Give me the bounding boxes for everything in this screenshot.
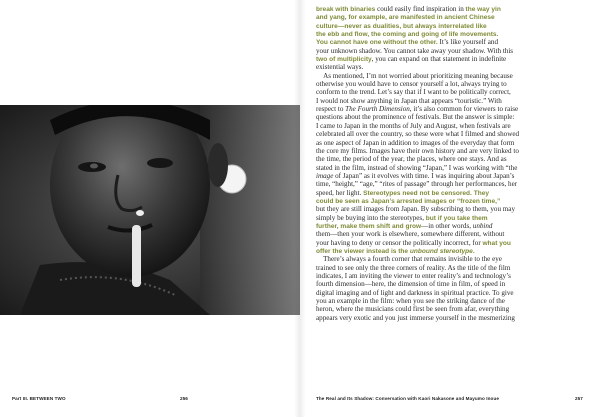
body-text-line (316, 5, 588, 13)
text-run: but they are still images from Japan. By subscribing to them, you may (316, 205, 515, 214)
body-text-line (316, 13, 588, 21)
text-run: of Japan” as it evolves with time. I was inquiring about Japan’s (333, 171, 515, 180)
highlighted-text: the ebb and flow, the coming and going of life movements. (316, 31, 499, 39)
body-text-line (316, 314, 588, 322)
portrait-photo (0, 105, 300, 315)
text-run: It’s like yourself and (437, 38, 499, 47)
text-run: the core my films. Images have their own history and are very linked to (316, 146, 519, 155)
highlighted-text: Stereotypes need not be censored. They (363, 189, 489, 197)
body-text-line (316, 272, 588, 280)
text-run: the time, the period of the year, the places, where one stays. And as (316, 155, 507, 164)
text-run: I came to Japan in the months of July and August, when festivals are (316, 121, 511, 130)
body-text-line (316, 122, 588, 130)
text-run: as one aspect of Japan in addition to images of the everyday that form (316, 138, 515, 147)
highlighted-text: but if you take them (425, 214, 488, 222)
body-text-line (316, 155, 588, 163)
right-running-title: The Real and Its Shadow: Conversation with Kaori Nakasone and Mayumo Inoue (316, 396, 500, 401)
text-run: fourth dimension—here, the dimension of time in film, of speed in (316, 280, 506, 289)
highlighted-text: two of multiplicity (316, 56, 372, 64)
body-text-line (316, 97, 588, 105)
text-run: your unknown shadow. You cannot take away your shadow. With this (316, 46, 514, 55)
body-text-line (316, 197, 588, 205)
body-text-line (316, 255, 588, 263)
body-text-line (316, 30, 588, 38)
text-run: respect to (316, 105, 346, 114)
left-section-title: Part III. BETWEEN TWO (12, 396, 66, 401)
text-run: time, “height,” “age,” “rites of passage” through her performances, her (316, 180, 518, 189)
text-run: heron, where the musicians could first be seen from afar, everything (316, 305, 510, 314)
text-run: speed, her light. (316, 188, 364, 197)
text-run: trained to see only the three corners of reality. As the title of the film (316, 263, 511, 272)
body-text-line (316, 130, 588, 138)
body-text-line (316, 139, 588, 147)
text-run: The Fourth Dimension (345, 105, 410, 114)
text-run: otherwise you would have to censor yourself a lot, always trying to (316, 80, 507, 89)
text-run: appears very exotic and you just immerse yourself in the mesmerizing (316, 313, 515, 322)
highlighted-text: offer the viewer instead is the (316, 247, 410, 255)
text-run: existential ways. (316, 63, 364, 72)
highlighted-text: break with binaries (316, 6, 376, 13)
body-text-line (316, 113, 588, 121)
body-text-line (316, 189, 588, 197)
text-run: image (316, 171, 334, 180)
text-run: indicates, I am inviting the viewer to enter reality’s and technology’s (316, 272, 511, 280)
highlighted-text: further, make them shift and grow (316, 222, 422, 230)
body-text-line (316, 214, 588, 222)
body-text-line (316, 297, 588, 305)
text-run: them—then your work is elsewhere, somewhere different, without (316, 230, 505, 239)
highlighted-text: could be seen as Japan’s arrested images or “frozen time,” (316, 197, 501, 205)
left-page-number: 256 (180, 396, 188, 401)
text-run: unbind (472, 221, 493, 230)
highlighted-text: . (472, 247, 475, 255)
body-text-line (316, 147, 588, 155)
body-text-line (316, 222, 588, 230)
body-text-line (316, 38, 588, 46)
body-text-line (316, 180, 588, 188)
text-run: I would not show anything in Japan that appears “touristic.” With (316, 96, 502, 105)
body-text-line (316, 22, 588, 30)
text-run: stated in the film, instead of showing “Japan,” I was working with “the (316, 163, 518, 172)
text-run: conform to the trend. Let’s say that if I want to be politically correct, (316, 88, 511, 97)
highlighted-text: unbound stereotype (409, 247, 473, 255)
body-text-line (316, 289, 588, 297)
body-text-line (316, 80, 588, 88)
body-text-line (316, 88, 588, 96)
body-text-line (316, 55, 588, 63)
text-run: , it’s also common for viewers to raise (409, 105, 519, 114)
text-run: digital imaging and of light and darkness in spiritual practice. To give (316, 288, 514, 297)
body-text-line (316, 305, 588, 313)
body-text-line (316, 47, 588, 55)
text-run: As mentioned, I’m not worried about prioritizing meaning because (316, 71, 513, 80)
text-run: could easily find inspiration in (375, 5, 466, 13)
body-text-line (316, 230, 588, 238)
body-text-line (316, 239, 588, 247)
body-text-line (316, 105, 588, 113)
body-text-line (316, 205, 588, 213)
body-text-line (316, 172, 588, 180)
text-run: celebrated all over the country, so these were what I filmed and showed (316, 130, 520, 139)
body-text-line (316, 72, 588, 80)
body-text-line (316, 63, 588, 71)
body-text-line (316, 164, 588, 172)
text-run: —in other words, (421, 221, 473, 230)
text-run: you an example in the film: when you see the striking dance of the (316, 297, 505, 306)
text-run: simply be buying into the stereotypes, (316, 213, 426, 222)
highlighted-text: You cannot have one without the other. (316, 39, 438, 47)
text-run: questions about the prominence of festivals. But the answer is simple: (316, 113, 515, 122)
body-text-column (316, 5, 588, 322)
text-run: your having to deny or censor the politically incorrect, for (316, 238, 483, 247)
highlighted-text: what you (482, 239, 511, 247)
highlighted-text: the way yin (465, 6, 501, 13)
portrait-photo-image (0, 105, 300, 315)
body-text-line (316, 264, 588, 272)
highlighted-text: culture—never as dualities, but always interrelated like (316, 22, 487, 30)
highlighted-text: and yang, for example, are manifested in ancient Chinese (316, 14, 495, 22)
book-gutter (294, 0, 306, 417)
text-run: , you can expand on that statement in indefinite (371, 55, 507, 64)
text-run: There’s always a fourth corner that remains invisible to the eye (316, 255, 502, 264)
body-text-line (316, 247, 588, 255)
body-text-line (316, 280, 588, 288)
right-page-number: 257 (575, 396, 583, 401)
